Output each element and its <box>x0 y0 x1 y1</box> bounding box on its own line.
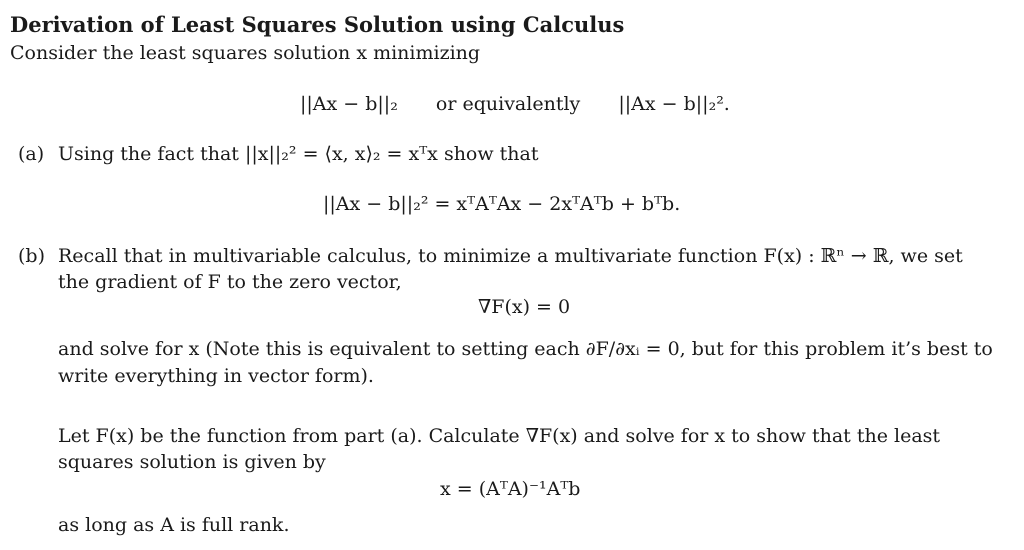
objective-equation <box>300 93 730 115</box>
part-a-equation: ||Ax − b||₂² = xᵀAᵀAx − 2xᵀAᵀb + bᵀb. <box>323 193 681 215</box>
page-title: Derivation of Least Squares Solution using Calculus <box>10 12 625 37</box>
part-a-label: (a) <box>18 143 45 165</box>
part-b-line-6: squares solution is given by <box>58 451 326 473</box>
norm-expression: ||Ax − b||₂ <box>300 93 398 115</box>
part-b-line-4: write everything in vector form). <box>58 365 374 387</box>
part-b-line-5: Let F(x) be the function from part (a). Calculate ∇F(x) and solve for x to show that the least <box>58 425 941 447</box>
part-b-line-7: as long as A is full rank. <box>58 514 290 536</box>
norm-squared-expression: ||Ax − b||₂². <box>618 93 730 115</box>
intro-text: Consider the least squares solution x minimizing <box>10 42 481 64</box>
part-b-line-3: and solve for x (Note this is equivalent to setting each ∂F/∂xᵢ = 0, but for this problem it’s best to <box>58 338 993 360</box>
part-a-text: Using the fact that ||x||₂² = ⟨x, x⟩₂ = xᵀx show that <box>58 143 539 165</box>
part-b-line-1: Recall that in multivariable calculus, to minimize a multivariate function F(x) : ℝⁿ → ℝ, we set <box>58 245 963 267</box>
or-equivalently-text: or equivalently <box>435 93 581 115</box>
solution-equation: x = (AᵀA)⁻¹Aᵀb <box>440 478 581 500</box>
part-b-label: (b) <box>18 245 45 267</box>
part-b-line-2: the gradient of F to the zero vector, <box>58 271 402 293</box>
gradient-equation: ∇F(x) = 0 <box>478 296 571 318</box>
